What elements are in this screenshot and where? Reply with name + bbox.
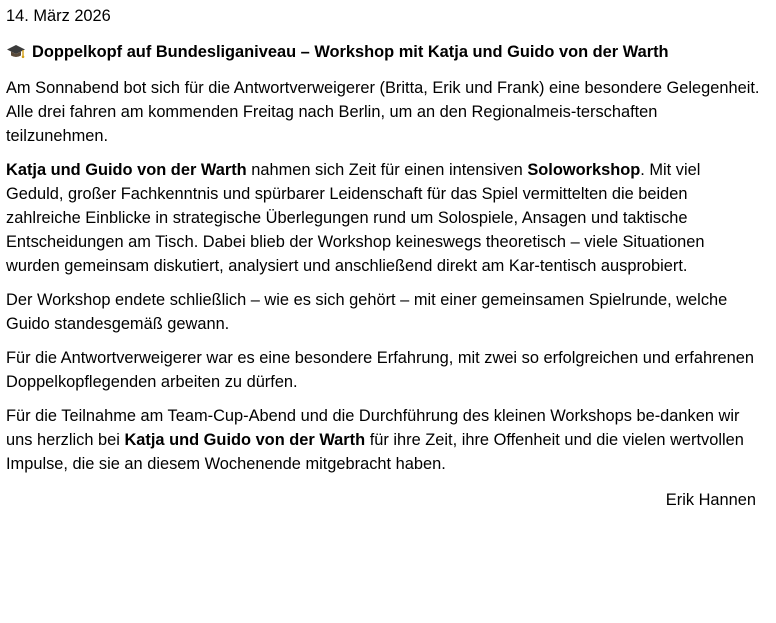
graduation-cap-icon xyxy=(6,40,32,64)
paragraph-ending: Der Workshop endete schließlich – wie es sich gehört – mit einer gemeinsamen Spielrunde, welche Guido standesgemäß gewann. xyxy=(6,291,728,333)
article-title xyxy=(6,40,762,64)
paragraph-intro: Am Sonnabend bot sich für die Antwortverweigerer (Britta, Erik und Frank) eine besondere Gelegenheit. Alle drei fahren am kommenden Freitag nach Berlin, um an den Regionalmeis-terschaften teilzunehmen. xyxy=(6,79,760,145)
article-title-text: Doppelkopf auf Bundesliganiveau – Workshop mit Katja und Guido von der Warth xyxy=(32,43,669,61)
author-signature: Erik Hannen xyxy=(665,491,756,509)
paragraph-thanks: Für die Teilnahme am Team-Cup-Abend und die Durchführung des kleinen Workshops be-danken wir uns herzlich bei Katja und Guido von der Warth für ihre Zeit, ihre Offenheit und die vielen wertvollen Impulse, die sie an diesem Wochenende mitgebracht haben. xyxy=(6,407,744,473)
paragraph-experience: Für die Antwortverweigerer war es eine besondere Erfahrung, mit zwei so erfolgreichen und erfahrenen Doppelkopflegenden arbeiten zu dürfen. xyxy=(6,349,754,391)
bold-names-thanks: Katja und Guido von der Warth xyxy=(124,431,366,449)
article-date: 14. März 2026 xyxy=(6,7,111,25)
bold-names: Katja und Guido von der Warth xyxy=(6,161,247,179)
paragraph-workshop: Katja und Guido von der Warth nahmen sich Zeit für einen intensiven Soloworkshop. Mit viel Geduld, großer Fachkenntnis und spürbarer Leidenschaft für das Spiel vermittelten die beiden zahlreiche Einblicke in strategische Überlegungen rund um Solospiele, Ansagen und taktische Entscheidungen am Tisch. Dabei blieb der Workshop keineswegs theoretisch – viele Situationen wurden gemeinsam diskutiert, analysiert und anschließend direkt am Kar-tentisch ausprobiert. xyxy=(6,161,705,275)
bold-soloworkshop: Soloworkshop xyxy=(527,161,641,179)
